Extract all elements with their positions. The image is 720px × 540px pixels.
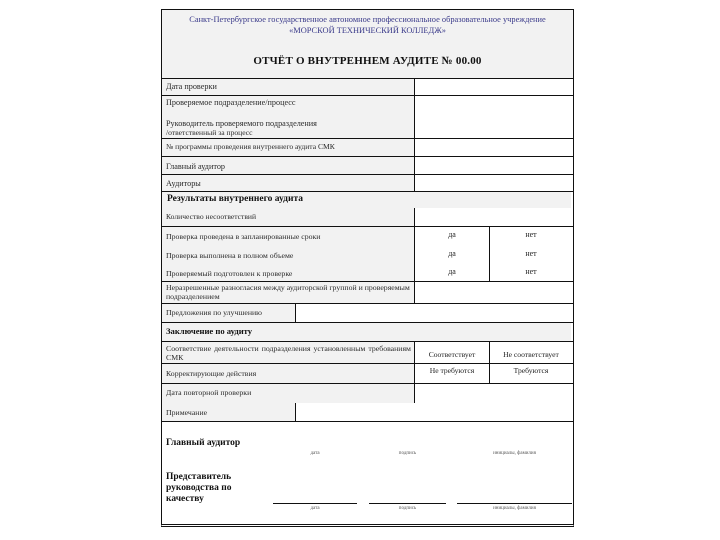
improvement-field[interactable]: [297, 304, 572, 321]
date-caption: дата: [310, 451, 320, 456]
improvement-label: Предложения по улучшению: [166, 308, 262, 317]
check-yes-option[interactable]: да: [448, 267, 456, 276]
signature-line[interactable]: [369, 503, 446, 504]
check-label: Проверка проведена в запланированные сроки: [166, 232, 321, 241]
quality-rep-label: Представитель: [166, 472, 232, 482]
date-caption: дата: [310, 506, 320, 511]
column-divider: [295, 303, 296, 322]
quality-rep-label-3: качеству: [166, 494, 204, 504]
auditors-field[interactable]: [416, 176, 572, 190]
corrective-not-required-option[interactable]: Не требуются: [429, 366, 475, 375]
divider: [162, 95, 573, 96]
disagreements-label: Неразрешенные разногласия между аудиторской группой и проверяемым подразделением: [166, 283, 410, 301]
quality-rep-label-2: руководства по: [166, 483, 232, 493]
compliance-yes-option[interactable]: Соответствует: [428, 350, 476, 359]
conclusion-section-title: Заключение по аудиту: [166, 326, 253, 336]
signature-caption: подпись: [398, 451, 417, 456]
column-divider: [414, 208, 415, 226]
check-label: Проверяемый подготовлен к проверке: [166, 269, 293, 278]
unit-head-label-2: /ответственный за процесс: [166, 128, 253, 137]
lead-auditor-signature-label: Главный аудитор: [166, 438, 241, 448]
signature-caption: подпись: [398, 506, 417, 511]
check-no-option[interactable]: нет: [525, 230, 537, 239]
column-divider: [489, 226, 490, 281]
college-name: «МОРСКОЙ ТЕХНИЧЕСКИЙ КОЛЛЕДЖ»: [289, 26, 446, 35]
divider: [162, 138, 573, 139]
check-no-option[interactable]: нет: [525, 249, 537, 258]
check-yes-option[interactable]: да: [448, 230, 456, 239]
column-divider: [414, 341, 415, 383]
audited-unit-field[interactable]: [416, 97, 572, 137]
program-number-label: № программы проведения внутреннего аудита СМК: [166, 142, 335, 151]
check-no-option[interactable]: нет: [525, 267, 537, 276]
recheck-date-field[interactable]: [416, 384, 572, 402]
divider: [162, 421, 573, 422]
check-label: Проверка выполнена в полном объеме: [166, 251, 294, 260]
program-number-field[interactable]: [416, 140, 572, 155]
note-label: Примечание: [166, 408, 208, 417]
corrective-actions-label: Корректирующие действия: [166, 369, 257, 378]
compliance-label: Соответствие деятельности подразделения установленным требованиям СМК: [166, 344, 411, 362]
divider: [162, 78, 573, 79]
results-section-title: Результаты внутреннего аудита: [167, 194, 303, 204]
nonconformities-field[interactable]: [416, 209, 572, 225]
audit-date-field[interactable]: [416, 80, 572, 94]
name-signature-line[interactable]: [457, 503, 572, 504]
disagreements-field[interactable]: [416, 283, 572, 302]
lead-auditor-label: Главный аудитор: [166, 162, 226, 171]
divider: [162, 156, 573, 157]
name-caption: инициалы, фамилия: [493, 506, 536, 511]
date-signature-line[interactable]: [273, 503, 357, 504]
compliance-no-option[interactable]: Не соответствует: [503, 350, 559, 359]
divider: [162, 363, 573, 364]
lead-auditor-field[interactable]: [416, 158, 572, 173]
audit-report-form: [161, 9, 574, 527]
organization-name: Санкт-Петербургское государственное автономное профессиональное образовательное учреждение: [189, 15, 546, 24]
column-divider: [414, 383, 415, 403]
unit-head-label: Руководитель проверяемого подразделения: [166, 119, 317, 128]
corrective-required-option[interactable]: Требуются: [513, 366, 549, 375]
note-field[interactable]: [297, 403, 572, 420]
column-divider: [295, 403, 296, 421]
column-divider: [414, 226, 415, 281]
divider: [162, 174, 573, 175]
report-title: ОТЧЁТ О ВНУТРЕННЕМ АУДИТЕ № 00.00: [253, 55, 482, 67]
name-caption: инициалы, фамилия: [493, 451, 536, 456]
check-yes-option[interactable]: да: [448, 249, 456, 258]
auditors-label: Аудиторы: [166, 179, 201, 188]
audited-unit-label: Проверяемое подразделение/процесс: [166, 98, 296, 107]
nonconformities-label: Количество несоответствий: [166, 212, 257, 221]
column-divider: [489, 341, 490, 383]
audit-date-label: Дата проверки: [166, 82, 217, 91]
column-divider: [414, 78, 415, 191]
recheck-date-label: Дата повторной проверки: [166, 388, 252, 397]
column-divider: [414, 281, 415, 303]
